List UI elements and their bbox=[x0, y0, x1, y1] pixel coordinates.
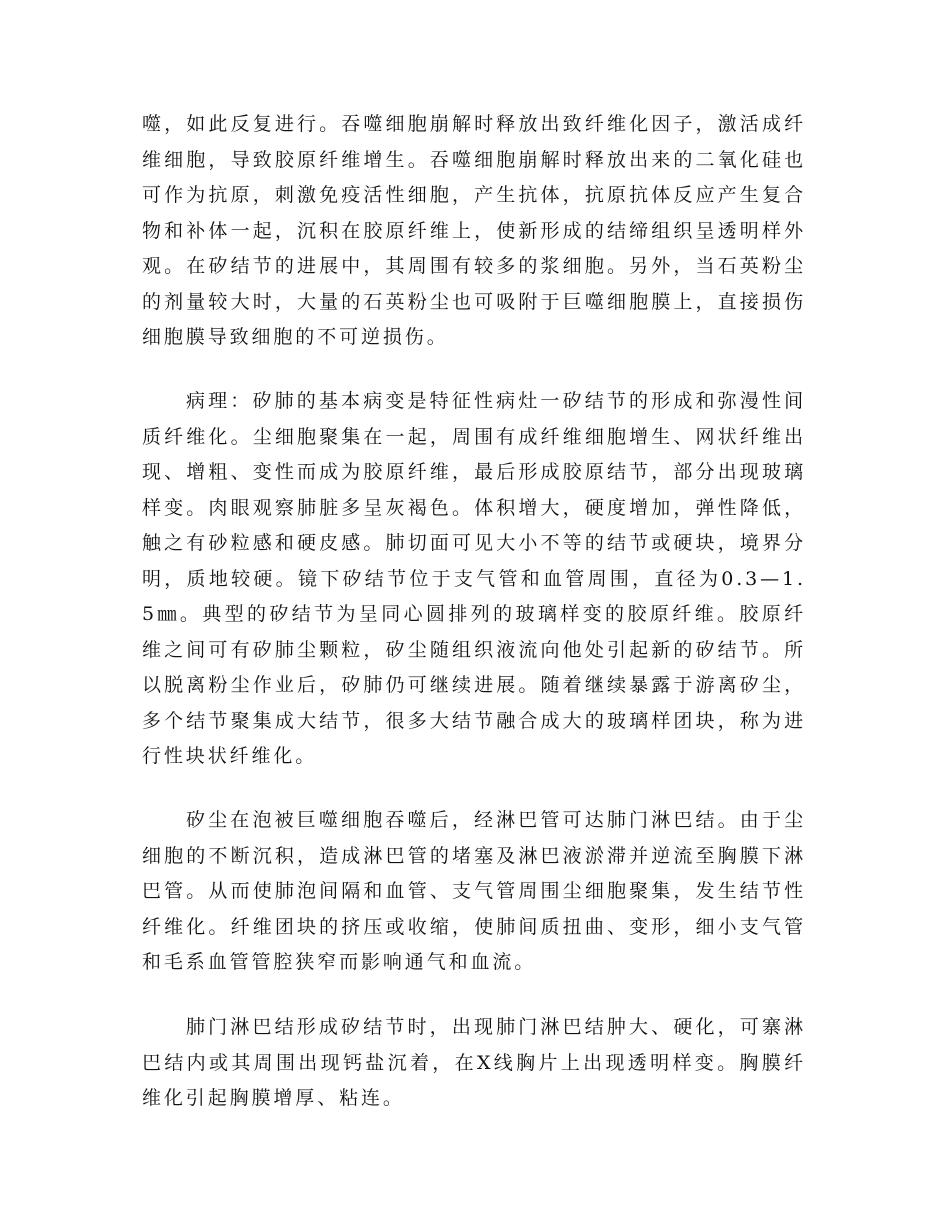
paragraph-hilar-nodes: 肺门淋巴结形成矽结节时，出现肺门淋巴结肿大、硬化，可寨淋巴结内或其周围出现钙盐沉着，在X线胸片上出现透明样变。胸膜纤维化引起胸膜增厚、粘连。 bbox=[142, 1016, 806, 1109]
body-text-block bbox=[142, 107, 806, 356]
body-text-block bbox=[142, 384, 806, 775]
paragraph-continuation: 噬，如此反复进行。吞噬细胞崩解时释放出致纤维化因子，激活成纤维细胞，导致胶原纤维增生。吞噬细胞崩解时释放出来的二氧化硅也可作为抗原，刺激免疫活性细胞，产生抗体，抗原抗体反应产生复合物和补体一起，沉积在胶原纤维上，使新形成的结缔组织呈透明样外观。在矽结节的进展中，其周围有较多的浆细胞。另外，当石英粉尘的剂量较大时，大量的石英粉尘也可吸附于巨噬细胞膜上，直接损伤细胞膜导致细胞的不可逆损伤。 bbox=[142, 113, 806, 348]
paragraph-pathology: 病理：矽肺的基本病变是特征性病灶一矽结节的形成和弥漫性间质纤维化。尘细胞聚集在一起，周围有成纤维细胞增生、网状纤维出现、增粗、变性而成为胶原纤维，最后形成胶原结节，部分出现玻璃样变。肉眼观察肺脏多呈灰褐色。体积增大，硬度增加，弹性降低，触之有砂粒感和硬皮感。肺切面可见大小不等的结节或硬块，境界分明，质地较硬。镜下矽结节位于支气管和血管周围，直径为0.3—1.5㎜。典型的矽结节为呈同心圆排列的玻璃样变的胶原纤维。胶原纤维之间可有矽肺尘颗粒，矽尘随组织液流向他处引起新的矽结节。所以脱离粉尘作业后，矽肺仍可继续进展。随着继续暴露于游离矽尘，多个结节聚集成大结节，很多大结节融合成大的玻璃样团块，称为进行性块状纤维化。 bbox=[142, 390, 806, 767]
body-text-block bbox=[142, 803, 806, 981]
paragraph-lymph-drainage: 矽尘在泡被巨噬细胞吞噬后，经淋巴管可达肺门淋巴结。由于尘细胞的不断沉积，造成淋巴管的堵塞及淋巴液淤滞并逆流至胸膜下淋巴管。从而使肺泡间隔和血管、支气管周围尘细胞聚集，发生结节性纤维化。纤维团块的挤压或收缩，使肺间质扭曲、变形，细小支气管和毛系血管管腔狭窄而影响通气和血流。 bbox=[142, 809, 806, 973]
body-text-block bbox=[142, 1010, 806, 1117]
